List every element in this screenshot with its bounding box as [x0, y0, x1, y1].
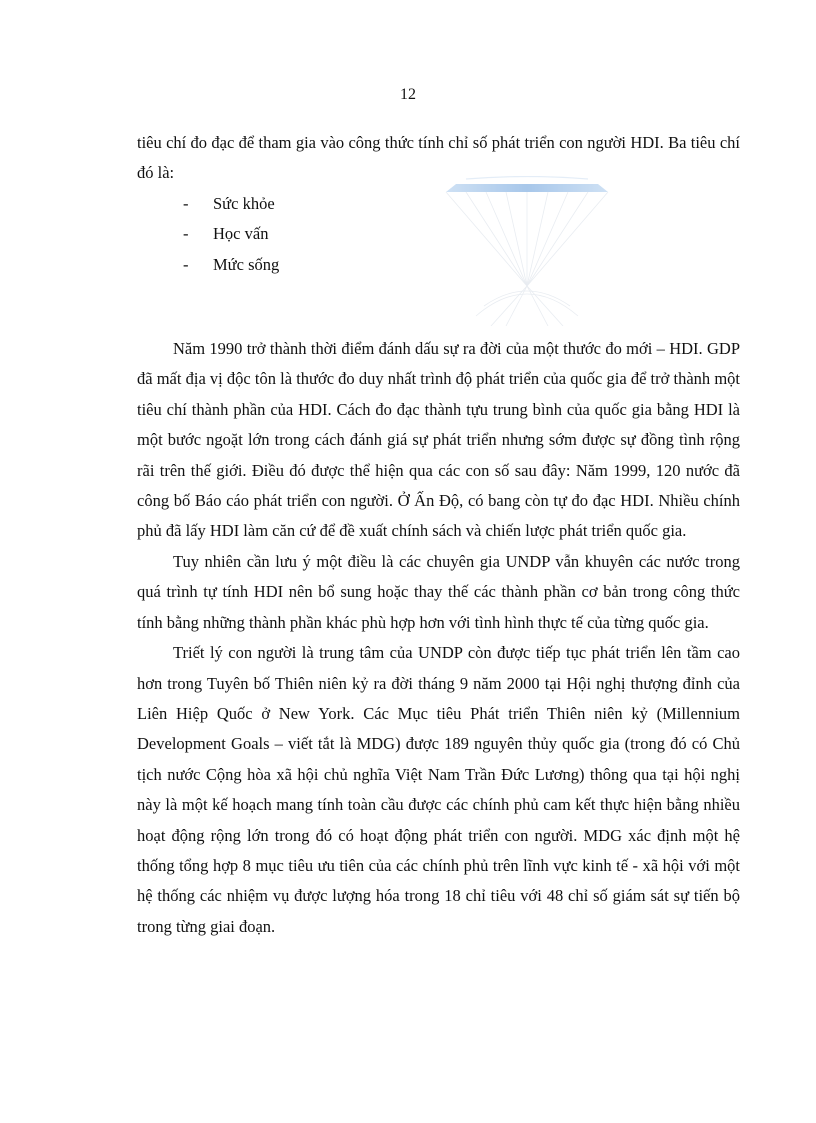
list-item: [137, 219, 740, 249]
section-gap: [137, 280, 740, 334]
criteria-list: [137, 189, 740, 280]
paragraph-undp-advice: Tuy nhiên cần lưu ý một điều là các chuyên gia UNDP vẫn khuyên các nước trong quá trình tự tính HDI nên bổ sung hoặc thay thế các thành phần cơ bản trong công thức tính bằng những thành phần khác phù hợp hơn với tình hình thực tế của từng quốc gia.: [137, 551, 740, 632]
paragraph-mdg: Triết lý con người là trung tâm của UNDP còn được tiếp tục phát triển lên tầm cao hơn trong Tuyên bố Thiên niên kỷ ra đời tháng 9 năm 2000 tại Hội nghị thượng đỉnh của Liên Hiệp Quốc ở New York. Các Mục tiêu Phát triển Thiên niên kỷ (Millennium Development Goals – viết tắt là MDG) được 189 nguyên thủy quốc gia (trong đó có Chủ tịch nước Cộng hòa xã hội chủ nghĩa Việt Nam Trần Đức Lương) thông qua tại hội nghị này là một kế hoạch mang tính toàn cầu được các chính phủ cam kết thực hiện bằng nhiều hoạt động rộng lớn trong đó có hoạt động phát triển con người. MDG xác định một hệ thống tổng hợp 8 mục tiêu ưu tiên của các chính phủ trên lĩnh vực kinh tế - xã hội với một hệ thống các nhiệm vụ được lượng hóa trong 18 chỉ tiêu với 48 chỉ số giám sát sự tiến bộ trong từng giai đoạn.: [137, 643, 740, 936]
list-dash: -: [183, 224, 189, 244]
list-item-text: Mức sống: [213, 254, 280, 274]
page-number: 12: [400, 86, 416, 103]
paragraph-intro: tiêu chí đo đạc để tham gia vào công thức tính chỉ số phát triển con người HDI. Ba tiêu chí đó là:: [137, 133, 740, 183]
list-dash: -: [183, 193, 189, 213]
list-item-text: Học vấn: [213, 224, 269, 244]
list-item-text: Sức khỏe: [213, 193, 275, 213]
body-text: [137, 128, 740, 942]
list-item: [137, 250, 740, 280]
list-item: [137, 189, 740, 219]
list-dash: -: [183, 254, 189, 274]
paragraph-hdi-1990: Năm 1990 trở thành thời điểm đánh dấu sự ra đời của một thước đo mới – HDI. GDP đã mất địa vị độc tôn là thước đo duy nhất trình độ phát triển của quốc gia để trở thành một tiêu chí thành phần của HDI. Cách đo đạc thành tựu trung bình của quốc gia bằng HDI là một bước ngoặt lớn trong cách đánh giá sự phát triển nhưng sớm được sự đồng tình rộng rãi trên thế giới. Điều đó được thể hiện qua các con số sau đây: Năm 1999, 120 nước đã công bố Báo cáo phát triển con người. Ở Ấn Độ, có bang còn tự đo đạc HDI. Nhiều chính phủ đã lấy HDI làm căn cứ để đề xuất chính sách và chiến lược phát triển quốc gia.: [137, 339, 740, 541]
